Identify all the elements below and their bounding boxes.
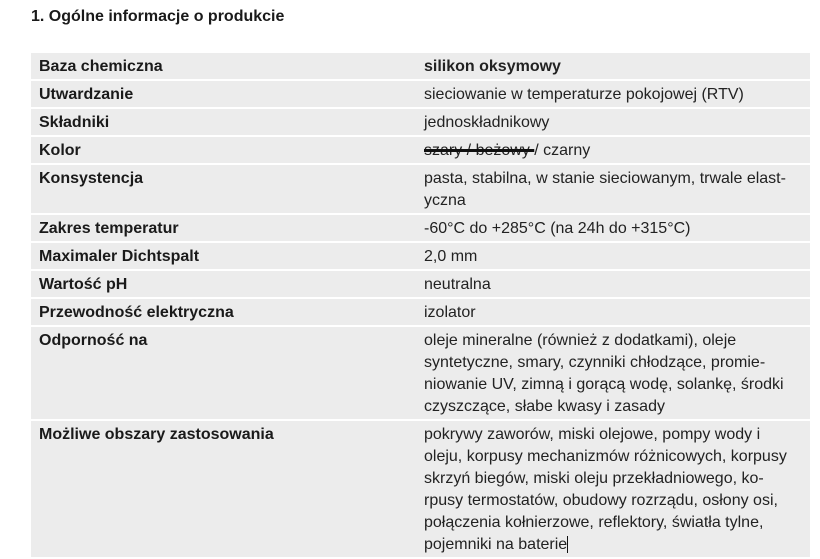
table-row	[31, 53, 810, 81]
row-label: Przewodność elektryczna	[39, 304, 234, 321]
table-row	[31, 165, 810, 215]
row-label: Wartość pH	[39, 276, 128, 293]
table-row	[31, 137, 810, 165]
row-value-text: pokrywy zaworów, miski olejowe, pompy wody i oleju, korpusy mechanizmów różnicowych, korpusy skrzyń biegów, miski oleju przekładniowego, ko- rpusy termostatów, obudowy rozrządu, osłony osi, połączenia kołnierzowe, reflektory, światła tylne, pojemniki na baterie	[424, 426, 787, 553]
table-row	[31, 299, 810, 327]
table-row	[31, 81, 810, 109]
product-info-table	[31, 53, 810, 559]
row-label: Odporność na	[39, 332, 148, 349]
row-label: Kolor	[39, 142, 81, 159]
row-value: oleje mineralne (również z dodatkami), oleje syntetyczne, smary, czynniki chłodzące, promie- niowanie UV, zimną i gorącą wodę, solankę, środki czyszczące, słabe kwasy i zasady	[424, 332, 784, 415]
table-row	[31, 243, 810, 271]
text-cursor	[567, 536, 568, 553]
table-row	[31, 421, 810, 559]
row-value: sieciowanie w temperaturze pokojowej (RTV)	[424, 86, 744, 103]
row-label: Możliwe obszary zastosowania	[39, 426, 274, 443]
row-value-color	[424, 137, 810, 163]
row-label: Składniki	[39, 114, 110, 131]
struck-value: szary / beżowy	[424, 142, 535, 159]
row-value: jednoskładnikowy	[424, 114, 550, 131]
row-label: Konsystencja	[39, 170, 144, 187]
table-row	[31, 271, 810, 299]
table-row	[31, 215, 810, 243]
row-label: Baza chemiczna	[39, 58, 163, 75]
row-value: -60°C do +285°C (na 24h do +315°C)	[424, 220, 691, 237]
row-value: silikon oksymowy	[424, 58, 561, 75]
row-value: / czarny	[534, 142, 591, 159]
table-row	[31, 109, 810, 137]
row-label: Utwardzanie	[39, 86, 134, 103]
row-value: neutralna	[424, 276, 491, 293]
row-value: 2,0 mm	[424, 248, 478, 265]
row-label: Maximaler Dichtspalt	[39, 248, 200, 265]
section-title: 1. Ogólne informacje o produkcie	[31, 8, 285, 25]
row-value	[424, 421, 810, 557]
row-value: izolator	[424, 304, 476, 321]
table-row	[31, 327, 810, 421]
row-value: pasta, stabilna, w stanie sieciowanym, trwale elast- yczna	[424, 170, 786, 209]
row-label: Zakres temperatur	[39, 220, 179, 237]
